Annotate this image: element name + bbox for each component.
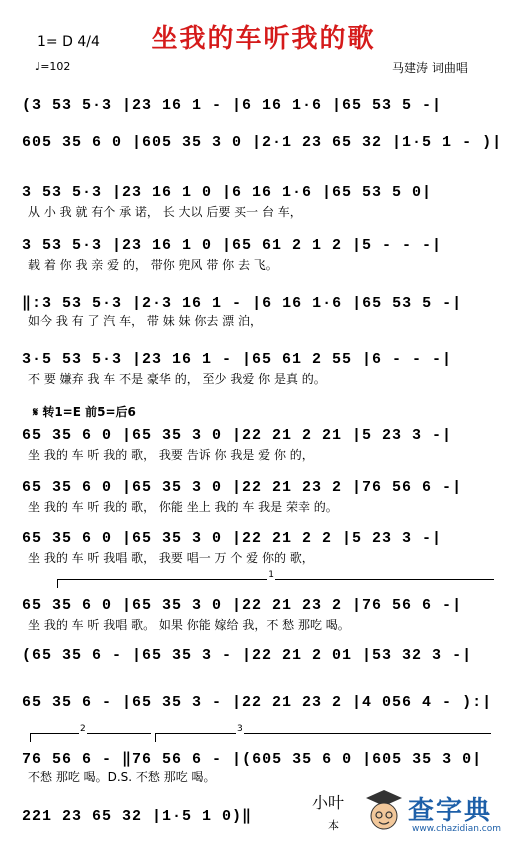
score-line [22,530,507,570]
score-line [22,293,507,333]
notes: 605 35 6 0 |605 35 3 0 |2·1 23 65 32 |1·5 1 - )| [22,134,503,151]
segno-modulation: 𝄋 转1=E 前5=后6 [33,405,136,419]
notes: ‖:3 53 5·3 |2·3 16 1 - |6 16 1·6 |65 53 5 -| [22,295,463,312]
score-line [22,237,507,277]
lyrics: 从 小 我 就 有个 承 诺， 长 大以 后要 买一 台 车， [28,205,302,219]
notes: 65 35 6 0 |65 35 3 0 |22 21 23 2 |76 56 6 -| [22,479,463,496]
lyrics: 载 着 你 我 亲 爱 的， 带你 兜风 带 你 去 飞。 [28,258,278,272]
score-line [22,479,507,519]
watermark-text: 本 [328,819,339,832]
score-line [22,351,507,391]
lyrics: 不愁 那吃 喝。D.S. 不愁 那吃 喝。 [28,770,216,784]
notes: 221 23 65 32 |1·5 1 0)‖ [22,808,253,825]
site-name: 查字典 [408,796,493,826]
lyrics: 不 要 嫌弃 我 车 不是 豪华 的， 至少 我爱 你 是真 的。 [28,372,326,386]
authors-credit: 马建涛 词曲唱 [392,61,468,75]
lyrics: 坐 我的 车 听 我唱 歌， 我要 唱一 万 个 爱 你的 歌， [28,551,314,565]
notes: 3 53 5·3 |23 16 1 0 |6 16 1·6 |65 53 5 0| [22,184,433,201]
score-line [22,647,507,687]
notes: (65 35 6 - |65 35 3 - |22 21 2 01 |53 32 3 -| [22,647,473,664]
notes: 65 35 6 - |65 35 3 - |22 21 23 2 |4 056 4 - ):| [22,694,493,711]
volta-number: 1 [268,570,274,580]
score-line [22,97,507,137]
notes: 3·5 53 5·3 |23 16 1 - |65 61 2 55 |6 - - -| [22,351,453,368]
volta-bracket-3 [155,724,491,742]
lyrics: 如今 我 有 了 汽 车， 带 妹 妹 你去 漂 泊， [28,314,262,328]
notes: 3 53 5·3 |23 16 1 0 |65 61 2 1 2 |5 - - -| [22,237,443,254]
notes: 65 35 6 0 |65 35 3 0 |22 21 2 2 |5 23 3 -| [22,530,443,547]
site-url: www.chazidian.com [412,824,502,834]
volta-number: 2 [80,724,86,734]
score-line [22,184,507,224]
score-line [22,749,507,789]
volta-number: 3 [237,724,243,734]
notes: (3 53 5·3 |23 16 1 - |6 16 1·6 |65 53 5 -| [22,97,443,114]
site-logo [360,784,518,839]
notes: 65 35 6 0 |65 35 3 0 |22 21 23 2 |76 56 6 -| [22,597,463,614]
score-line [22,427,507,467]
lyrics: 坐 我的 车 听 我的 歌， 你能 坐上 我的 车 我是 荣幸 的。 [28,500,338,514]
volta-bracket-1 [57,570,494,588]
score-line [22,134,507,174]
key-signature: 1= D 4/4 [37,34,100,50]
lyrics: 坐 我的 车 听 我唱 歌。 如果 你能 嫁给 我，不 愁 那吃 喝。 [28,618,350,632]
song-title: 坐我的车听我的歌 [151,24,376,54]
lyrics: 坐 我的 车 听 我的 歌， 我要 告诉 你 我是 爱 你 的， [28,448,314,462]
notes: 76 56 6 - ‖76 56 6 - |(605 35 6 0 |605 35 3 0| [22,751,483,768]
tempo-marking: ♩=102 [35,60,71,73]
score-line [22,597,507,637]
notes: 65 35 6 0 |65 35 3 0 |22 21 2 21 |5 23 3 -| [22,427,453,444]
watermark-text: 小叶 [312,793,345,812]
mascot-icon [364,788,404,836]
volta-bracket-2 [30,724,151,742]
score-line [22,694,507,734]
